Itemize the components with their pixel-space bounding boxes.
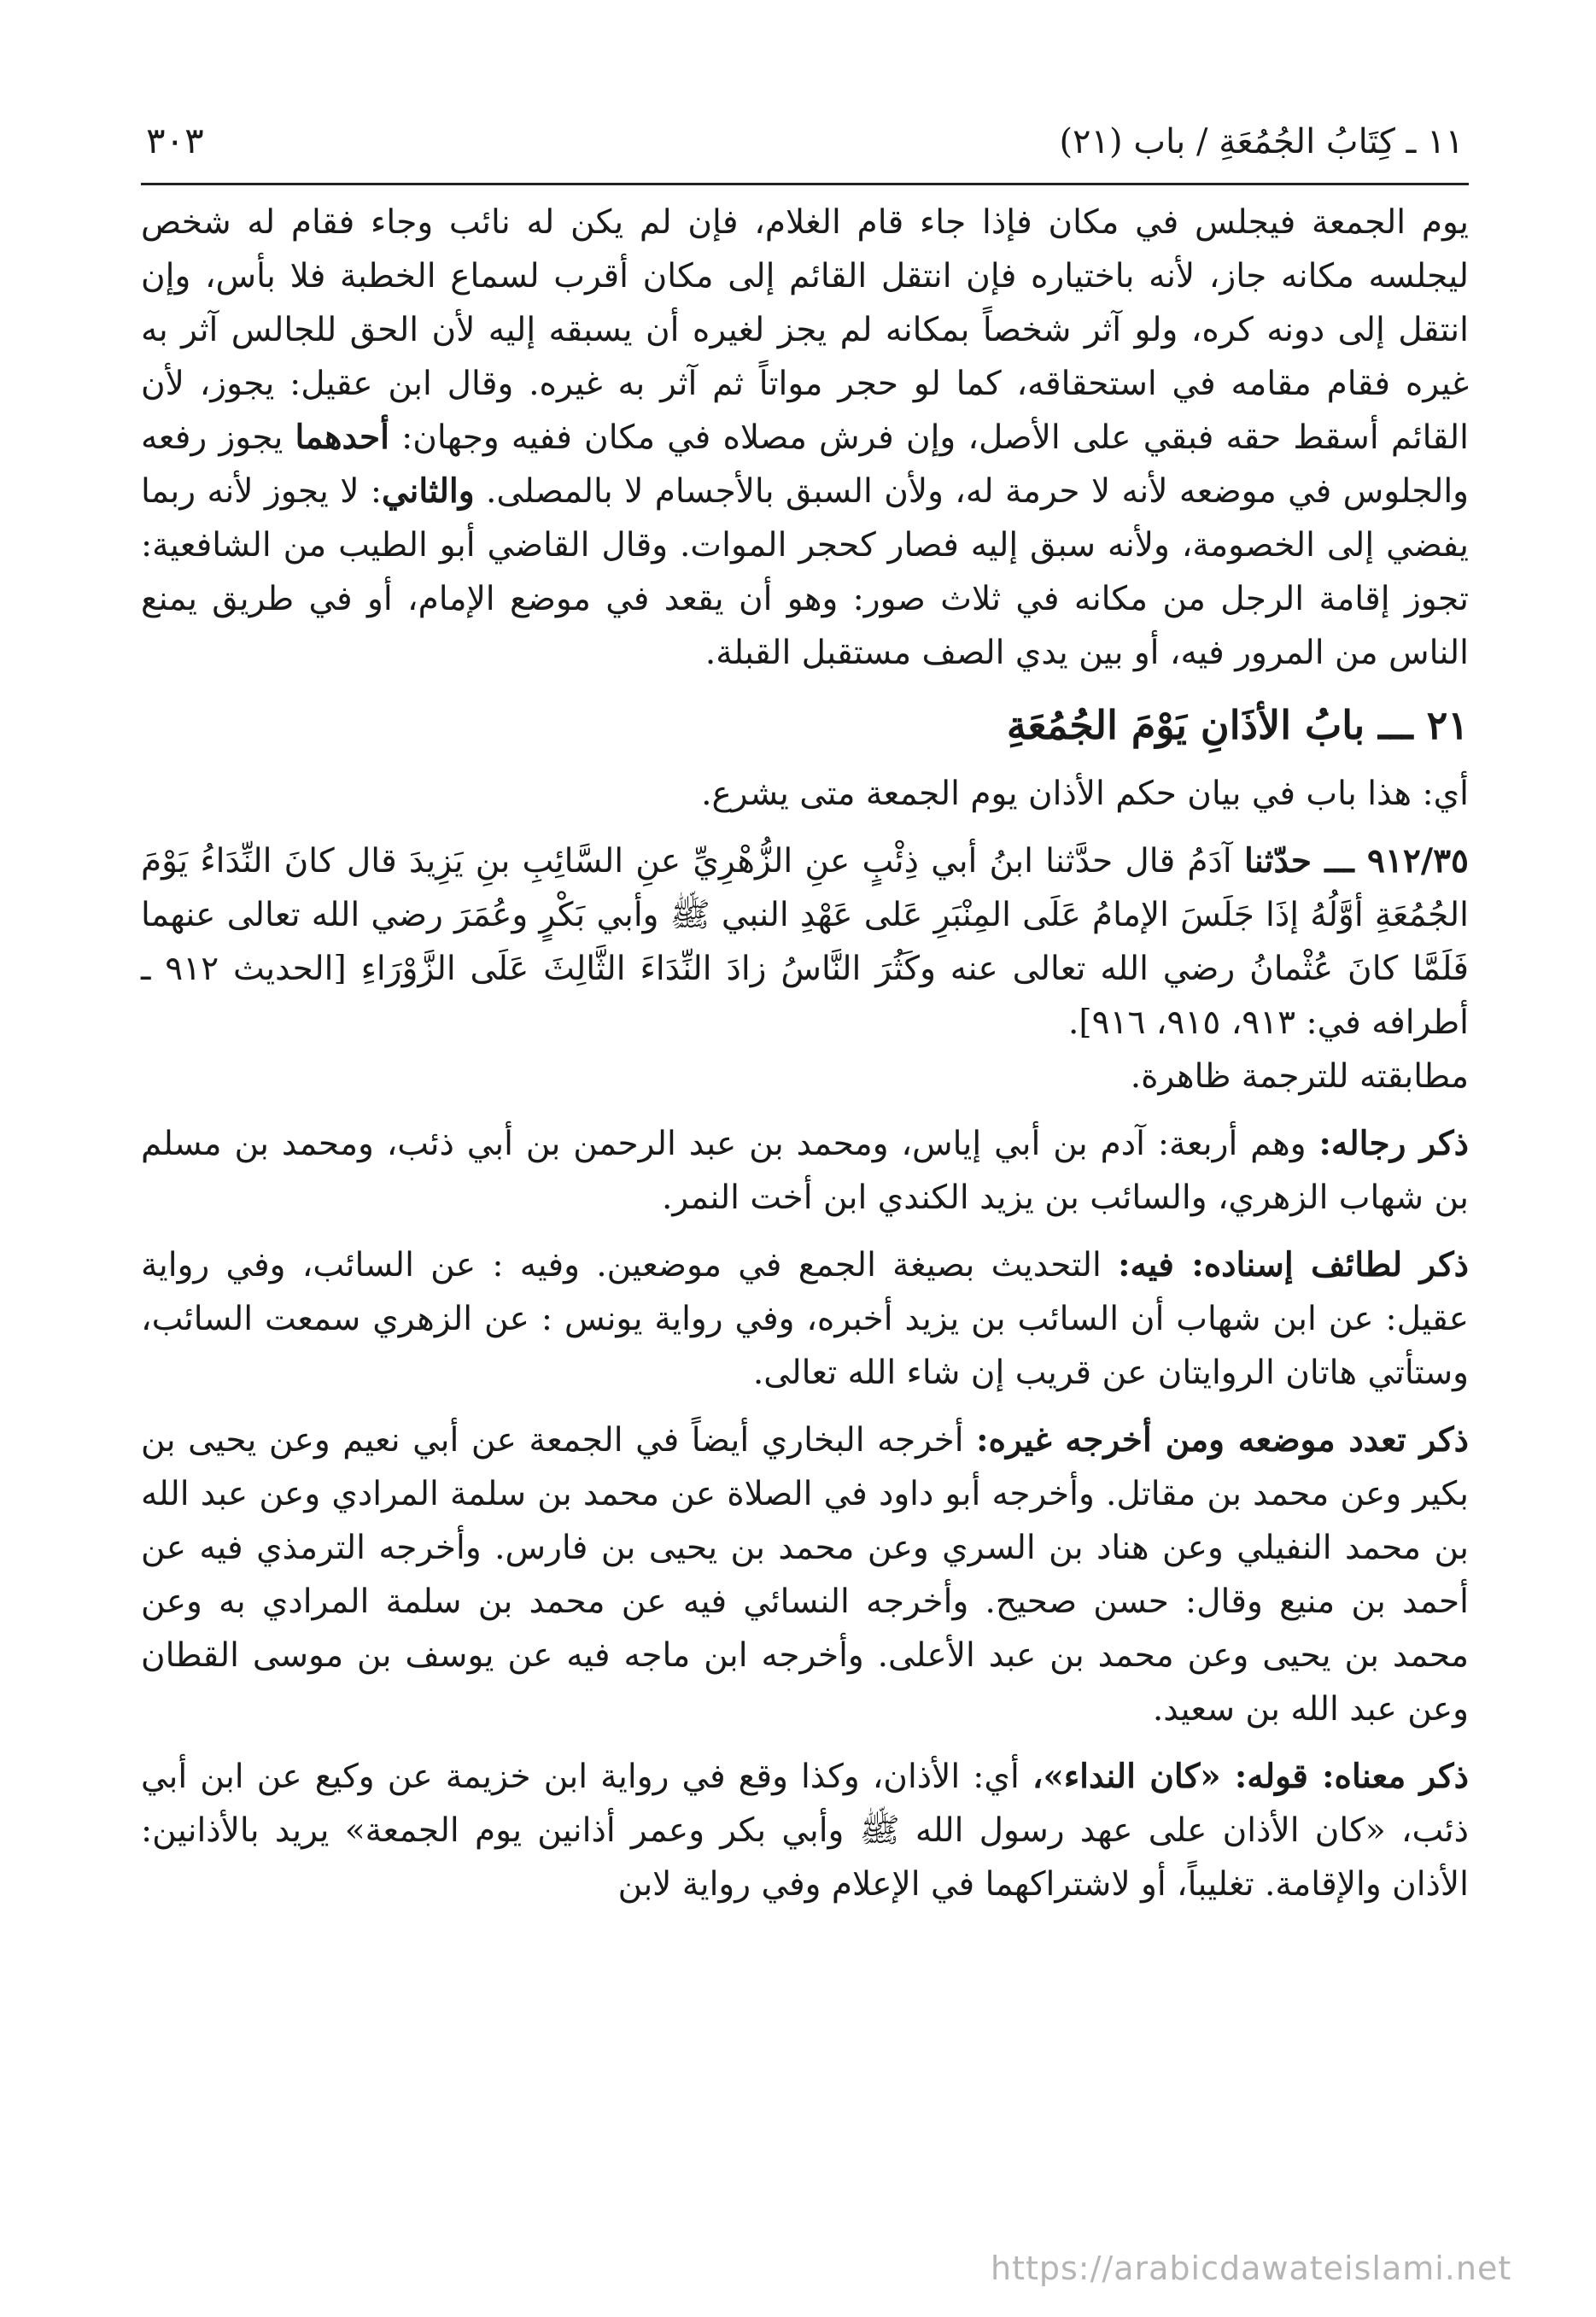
first-opinion-label: أحدهما bbox=[295, 418, 389, 457]
section-text: أخرجه البخاري أيضاً في الجمعة عن أبي نعيم وعن يحيى بن بكير وعن محمد بن مقاتل. وأخرجه أبو داود في الصلاة عن محمد بن سلمة المرادي وعن عبد الله بن محمد النفيلي وعن هناد بن السري وعن محمد بن يحيى بن فارس. وأخرجه الترمذي فيه عن أحمد بن منيع وقال: حسن صحيح. وأخرجه النسائي فيه عن محمد بن سلمة المرادي به وعن محمد بن يحيى وعن محمد بن عبد الأعلى. وأخرجه ابن ماجه فيه عن يوسف بن موسى القطان وعن عبد الله بن سعيد. bbox=[141, 1421, 1469, 1729]
hadith-paragraph bbox=[141, 834, 1469, 1050]
header-rule bbox=[141, 183, 1469, 185]
hadith-text: آدَمُ قال حدَّثنا ابنُ أبي ذِئْبٍ عنِ الزُّهْرِيِّ عنِ السَّائِبِ بنِ يَزِيدَ قال كانَ النِّدَاءُ يَوْمَ الجُمُعَةِ أوَّلُهُ إذَا جَلَسَ الإمامُ عَلَى المِنْبَرِ عَلى عَهْدِ النبي ﷺ وأبي بَكْرٍ وعُمَرَ رضي الله تعالى عنهما فَلَمَّا كانَ عُثْمانُ رضي الله تعالى عنه وكَثُرَ النَّاسُ زادَ النِّدَاءَ الثَّالِثَ عَلَى الزَّوْرَاءِ [الحديث ٩١٢ ـ أطرافه في: ٩١٣، ٩١٥، ٩١٦]. bbox=[141, 842, 1469, 1042]
section-heading: ذكر معناه: قوله: «كان النداء»، bbox=[1032, 1757, 1469, 1796]
book-page bbox=[141, 120, 1469, 2289]
section-text: أي: الأذان، وكذا وقع في رواية ابن خزيمة عن وكيع عن ابن أبي ذئب، «كان الأذان على عهد رسول الله ﷺ وأبي بكر وعمر أذانين يوم الجمعة» يريد بالأذانين: الأذان والإقامة. تغليباً، أو لاشتراكهما في الإعلام وفي رواية لابن bbox=[141, 1758, 1469, 1904]
section-meaning bbox=[141, 1750, 1469, 1911]
section-heading: ذكر رجاله: bbox=[1318, 1124, 1469, 1163]
second-opinion-label: والثاني bbox=[382, 471, 475, 511]
section-text: وهم أربعة: آدم بن أبي إياس، ومحمد بن عبد الرحمن بن أبي ذئب، ومحمد بن مسلم بن شهاب الزهري، والسائب بن يزيد الكندي ابن أخت النمر. bbox=[141, 1125, 1469, 1217]
section-heading: ذكر تعدد موضعه ومن أخرجه غيره: bbox=[976, 1420, 1469, 1460]
chapter-running-title: ١١ ـ كِتَابُ الجُمُعَةِ / باب (٢١) bbox=[1059, 122, 1464, 161]
chapter-intro: أي: هذا باب في بيان حكم الأذان يوم الجمعة متى يشرع. bbox=[701, 775, 1469, 813]
hadith-number: ٩١٢/٣٥ ـــ حدّثنا bbox=[1243, 841, 1469, 881]
first-opinion-text: يجوز رفعه والجلوس في موضعه لأنه لا حرمة له، ولأن السبق بالأجسام لا بالمصلى. bbox=[141, 418, 1470, 511]
section-heading: ذكر لطائف إسناده: فيه: bbox=[1118, 1245, 1470, 1284]
matching-note: مطابقته للترجمة ظاهرة. bbox=[1130, 1057, 1469, 1096]
section-text: التحديث بصيغة الجمع في موضعين. وفيه : عن السائب، وفي رواية عقيل: عن ابن شهاب أن السائب بن يزيد أخبره، وفي رواية يونس : عن الزهري سمعت السائب، وستأتي هاتان الروايتان عن قريب إن شاء الله تعالى. bbox=[141, 1246, 1469, 1392]
section-narrators bbox=[141, 1117, 1469, 1225]
page-body bbox=[141, 196, 1469, 1911]
watermark-url: https://arabicdawateislami.net bbox=[991, 2250, 1512, 2287]
paragraph-opening bbox=[141, 196, 1469, 680]
section-sources bbox=[141, 1413, 1469, 1736]
running-header bbox=[141, 120, 1469, 181]
second-opinion-text: : لا يجوز لأنه ربما يفضي إلى الخصومة، ولأنه سبق إليه فصار كحجر الموات. وقال القاضي أبو الطيب من الشافعية: تجوز إقامة الرجل من مكانه في ثلاث صور: وهو أن يقعد في موضع الإمام، أو في طريق يمنع الناس من المرور فيه، أو بين يدي الصف مستقبل القبلة. bbox=[141, 472, 1469, 672]
page-number: ٣٠٣ bbox=[146, 120, 204, 161]
chapter-title: ٢١ ـــ بابُ الأذَانِ يَوْمَ الجُمُعَةِ bbox=[1006, 702, 1469, 748]
opening-text: يوم الجمعة فيجلس في مكان فإذا جاء قام الغلام، فإن لم يكن له نائب وجاء فقام له شخص ليجلسه مكانه جاز، لأنه باختياره فإن انتقل القائم إلى مكان أقرب لسماع الخطبة فلا بأس، وإن انتقل إلى دونه كره، ولو آثر شخصاً بمكانه لم يجز لغيره أن يسبقه إليه لأن الحق للجالس آثر به غيره فقام مقامه في استحقاقه، كما لو حجر مواتاً ثم آثر به غيره. وقال ابن عقيل: يجوز، لأن القائم أسقط حقه فبقي على الأصل، وإن فرش مصلاه في مكان ففيه وجهان: bbox=[141, 203, 1469, 457]
section-isnad bbox=[141, 1238, 1469, 1400]
